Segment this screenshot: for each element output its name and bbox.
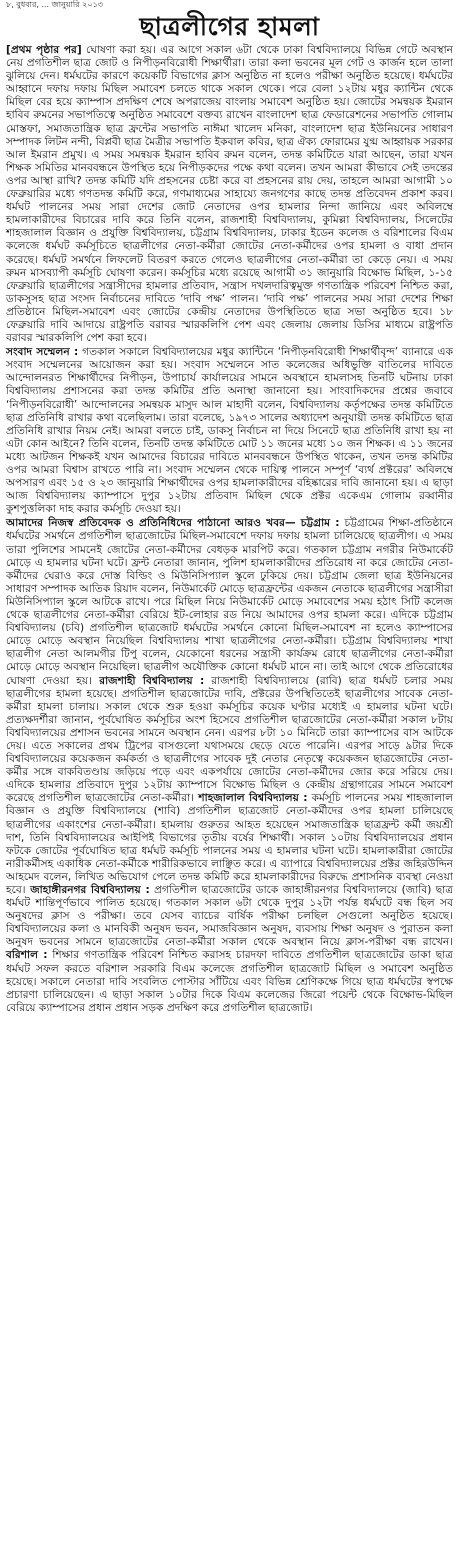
paragraph-text: চট্টগ্রামের শিক্ষা-প্রতিষ্ঠানে ধর্মঘটের সমর্থনে প্রগতিশীল ছাত্রজোটের মিছিল-সমাবেশে দফায় দফায় হামলা চালিয়েছে ছাত্রলীগ। এ সময় তারা পুলিশের সামনেই জোটের নেতা-কর্মীদের বেধড়ক মারপিট করে। গতকাল চট্টগ্রাম নগরীর নিউমার্কেট মোড়ে এ হামলার ঘটনা ঘটে। ফ্রন্ট নেতারা জানান, পুলিশ হামলাকারীদের প্রতিরোধ না করে জোটের নেতা-কর্মীদের ঘেরাও করে দোস্ত বিল্ডিং ও মিউনিসিপ্যাল স্কুলে ঢুকিয়ে দেয়। চট্টগ্রাম জেলা ছাত্র ইউনিয়নের সাধারণ সম্পাদক আতিক রিয়াদ বলেন, নিউমার্কেট মোড়ে ছাত্রফ্রন্টের একজন নেতাকে ছাত্রলীগের সন্ত্রাসীরা মিউনিসিপ্যাল স্কুলে আটকে রাখে। পরে মিছিল নিয়ে নিউমার্কেট মোড়ে সমাবেশের সময় হঠাৎ সিটি কলেজ থেকে ছাত্রলীগের নেতা-কর্মীরা বেরিয়ে ইট-লোহার রড নিয়ে আমাদের ওপর হামলা করে। এদিকে চট্টগ্রাম বিশ্ববিদ্যালয় (চবি) প্রগতিশীল ছাত্রজোট ধর্মঘটের সমর্থনে কোনো মিছিল-সমাবেশ না হলেও ক্যাম্পাসের মোড়ে মোড়ে অবস্থান নিয়েছিল বিশ্ববিদ্যালয় শাখা ছাত্রলীগের নেতা-কর্মীরা। চট্টগ্রাম বিশ্ববিদ্যালয় শাখা ছাত্রলীগ নেতা আলমগীর টিপু বলেন, যেকোনো ধরনের সন্ত্রাসী কার্যক্রম রোধে ছাত্রলীগের নেতা-কর্মীরা মোড়ে মোড়ে অবস্থান নিয়েছিল। ছাত্রলীগ অযৌক্তিক কোনো ধর্মঘট মানে না। তাই আগে থেকে প্রতিরোধের ঘোষণা দেওয়া হয়। xyxy=(6,517,454,687)
paragraph-regional-reports xyxy=(6,517,453,1015)
section-lead: জাহাঙ্গীরনগর বিশ্ববিদ্যালয় : xyxy=(25,884,150,896)
article-body xyxy=(6,44,453,1015)
paragraph-text: কর্মসূচি পালনের সময় শাহজালাল বিজ্ঞান ও প্রযুক্তি বিশ্ববিদ্যালয়ে (শাবি) প্রগতিশীল ছাত্রজোট নেতা-কর্মীদের ওপর হামলা চালিয়েছে ছাত্রলীগের একাংশের নেতা-কর্মীরা। হামলায় গুরুতর আহত হয়েছেন সমাজতান্ত্রিক ছাত্রফ্রন্ট কর্মী জয়শ্রী দাশ, তিনি বিশ্ববিদ্যালয়ের আইপিই বিভাগের তৃতীয় বর্ষের শিক্ষার্থী। সকাল ১০টায় বিশ্ববিদ্যালয়ের প্রধান ফটকে জোটের পূর্বঘোষিত ছাত্র ধর্মঘট কর্মসূচি পালনের সময় এ হামলার ঘটনা ঘটে। হামলাকারীরা জোটের নারীকর্মীসহ একাধিক নেতা-কর্মীকে শারীরিকভাবে লাঞ্ছিত করে। এ ব্যাপারে বিশ্ববিদ্যালয়ের প্রক্টর জহিরউদ্দিন আহমেদ বলেন, লিখিত অভিযোগ পেলে তদন্ত কমিটি করে হামলাকারীদের বিরুদ্ধে প্রশাসনিক ব্যবস্থা নেওয়া হবে। xyxy=(6,792,453,896)
section-lead: সংবাদ সম্মেলন : xyxy=(6,346,79,359)
paragraph-text: রাজশাহী বিশ্ববিদ্যালয়ে (রাবি) ছাত্র ধর্মঘট চলার সময় ছাত্রলীগের হামলা হয়েছে। প্রগতিশীল ছাত্রজোটের দাবি, প্রক্টরের উপস্থিতিতেই ছাত্রলীগের সাবেক নেতা-কর্মীরা হামলা চালায়। সকাল থেকে শুরু হওয়া কর্মসূচির কয়েক ঘণ্টার মধ্যেই এ হামলার ঘটনা ঘটে। প্রত্যক্ষদর্শীরা জানান, পূর্বঘোষিত কর্মসূচির অংশ হিসেবে প্রগতিশীল ছাত্রজোটের নেতা-কর্মীরা সকাল ৮টায় বিশ্ববিদ্যালয়ের প্রশাসন ভবনের সামনে অবস্থান নেন। এরপর ৮টা ১০ মিনিটে তারা ক্যাম্পাসের বাস আটকে দেয়। এতে সকালের প্রথম ট্রিপের বাসগুলো যথাসময়ে ছেড়ে যেতে পারেনি। এরপর সাড়ে ৯টার দিকে বিশ্ববিদ্যালয়ের কয়েকজন কর্মকর্তা ও ছাত্রলীগের সাবেক দুই নেতার নেতৃত্বে কয়েকজন ছাত্রজোটের নেতা-কর্মীর সঙ্গে বাকবিতণ্ডায় জড়িয়ে পড়ে এবং একপর্যায়ে জোটের নেতা-কর্মীদের জোর করে সরিয়ে দেয়। এদিকে হামলার প্রতিবাদে দুপুর ১২টায় ক্যাম্পাসে বিক্ষোভ মিছিল ও কেন্দ্রীয় গ্রন্থাগারের সামনে সমাবেশ করেছে প্রগতিশীল ছাত্রজোটের নেতা-কর্মীরা। xyxy=(6,674,453,805)
paragraph-continuation xyxy=(6,44,453,345)
paragraph-text: ঘোষণা করা হয়। এর আগে সকাল ৬টা থেকে ঢাকা বিশ্ববিদ্যালয়ে বিভিন্ন গেটে অবস্থান নেয় প্রগতিশীল ছাত্র জোট ও নিপীড়নবিরোধী শিক্ষার্থীরা। তারা কলা ভবনের মূল গেট ও কার্জন হলে তালা ঝুলিয়ে দেন। ধর্মঘটের কারণে কয়েকটি বিভাগের ক্লাস অনুষ্ঠিত না হলেও পরীক্ষা অনুষ্ঠিত হয়েছে। ধর্মঘটের আহ্বানে দফায় দফায় মিছিল সমাবেশ চলতে থাকে সকাল থেকে। পরে বেলা ১২টায় মধুর ক্যান্টিন থেকে মিছিল বের হয়ে ক্যাম্পাস প্রদক্ষিণ শেষে অপরাজেয় বাংলায় সমাবেশ অনুষ্ঠিত হয়। জোটের সমন্বয়ক ইমরান হাবিব রুমনের সভাপতিত্বে অনুষ্ঠিত সমাবেশে বক্তব্য রাখেন বাংলাদেশ ছাত্র ফেডারেশনের সভাপতি গোলাম মোস্তফা, সমাজতান্ত্রিক ছাত্র ফ্রন্টের সভাপতি নাঈমা খালেদ মনিকা, বাংলাদেশ ছাত্র ইউনিয়নের সাধারণ সম্পাদক লিটন নন্দী, বিপ্লবী ছাত্র মৈত্রীর সভাপতি ইকবাল কবির, ছাত্র ঐক্য ফোরামের যুগ্ম আহ্বায়ক সরকার আল ইমরান প্রমুখ। এ সময় সমন্বয়ক ইমরান হাবিব রুমন বলেন, তদন্ত কমিটিতে যারা আছেন, তারা যখন শিক্ষক সমিতির মানববন্ধনে উপস্থিত হয়ে নিপীড়কদের পক্ষে কথা বলেন। তখন আমরা কীভাবে সেই তদন্তের ওপর আস্থা রাখি? তদন্ত কমিটি যদি প্রহসনের চেষ্টা করে বা প্রহসনের রায় দেয়, তাহলে আমরা আগামী ১০ ফেব্রুয়ারির মধ্যে গণতদন্ত কমিটি করে, গণমাধ্যমের সাহায্যে জনগণের কাছে তদন্ত প্রতিবেদন প্রকাশ করব। ধর্মঘট পালনের সময় সারা দেশের জোট নেতাদের ওপর হামলার নিন্দা জানিয়ে এবং অবিলম্বে হামলাকারীদের বিচারের দাবি করে তিনি বলেন, রাজশাহী বিশ্ববিদ্যালয়, কুমিল্লা বিশ্ববিদ্যালয়, সিলেটের শাহজালাল বিজ্ঞান ও প্রযুক্তি বিশ্ববিদ্যালয়, চট্টগ্রাম বিশ্ববিদ্যালয়, ঢাকার ইডেন কলেজ ও বরিশালের বিএম কলেজে ধর্মঘট কর্মসূচিতে ছাত্রলীগের নেতা-কর্মীরা জোটের নেতা-কর্মীদের ওপর হামলা ও বাধা প্রদান করেছে। ধর্মঘট সমর্থনে লিফলেট বিতরণ করতে গেলেও ছাত্রলীগের নেতা-কর্মীরা তা কেড়ে নেয়। এ সময় রুমন মাসব্যাপী কর্মসূচি ঘোষণা করেন। কর্মসূচির মধ্যে রয়েছে আগামী ৩১ জানুয়ারি বিক্ষোভ মিছিল, ১-১৫ ফেব্রুয়ারি ছাত্রলীগের সন্ত্রাসীদের হামলার প্রতিবাদ, সন্ত্রাস দখলদারিত্বমুক্ত গণতান্ত্রিক পরিবেশ নিশ্চিত করা, ডাকসুসহ ছাত্র সংসদ নির্বাচনের দাবিতে ‘দাবি পক্ষ’ পালন। ‘দাবি পক্ষ’ পালনের সময় সারা দেশের শিক্ষা প্রতিষ্ঠানে মিছিল-সমাবেশ এবং জোটের কেন্দ্রীয় নেতাদের উপস্থিতিতে ছাত্র সভা অনুষ্ঠিত হবে। ১৮ ফেব্রুয়ারি দাবি আদায়ে রাষ্ট্রপতি বরাবর স্মারকলিপি পেশ এবং জেলায় জেলায় ডিসির মাধ্যমে রাষ্ট্রপতি বরাবর স্মারকলিপি পেশ করা হবে। xyxy=(6,44,453,345)
continued-tag: [প্রথম পৃষ্ঠার পর] xyxy=(6,44,82,56)
paragraph-text: প্রগতিশীল ছাত্রজোটের ডাকে জাহাঙ্গীরনগর বিশ্ববিদ্যালয়ে (জাবি) ছাত্র ধর্মঘট শান্তিপূর্ণভাবে পালিত হয়েছে। গতকাল সকাল ৬টা থেকে দুপুর ১২টা পর্যন্ত ধর্মঘটে বন্ধ ছিল সব অনুষদের ক্লাস ও পরীক্ষা। তবে যেসব ব্যাচের বার্ষিক পরীক্ষা চলছিল সেগুলো অনুষ্ঠিত হয়েছে। বিশ্ববিদ্যালয়ের কলা ও মানবিকী অনুষদ ভবন, সমাজবিজ্ঞান অনুষদ, ব্যবসায় শিক্ষা অনুষদ ও পুরাতন কলা অনুষদ ভবনের সামনে ছাত্রজোটের নেতা-কর্মীরা সকাল থেকে অবস্থান নিয়ে ক্লাস-পরীক্ষা বন্ধ রাখেন। xyxy=(6,884,453,949)
page-header-strip: ৮, বুধবার, ... জানুয়ারি ২০১৩ xyxy=(6,0,103,9)
article-headline: ছাত্রলীগের হামলা xyxy=(139,12,320,41)
section-lead: রাজশাহী বিশ্ববিদ্যালয় : xyxy=(91,674,205,687)
section-lead: শাহজালাল বিশ্ববিদ্যালয় : xyxy=(193,792,308,805)
section-lead: আমাদের নিজস্ব প্রতিবেদক ও প্রতিনিধিদের পাঠানো আরও খবর— চট্টগ্রাম : xyxy=(6,517,340,530)
section-lead: বরিশাল : xyxy=(6,949,48,962)
paragraph-press-conference xyxy=(6,346,453,516)
paragraph-text: গতকাল সকালে বিশ্ববিদ্যালয়ের মধুর ক্যান্টিনে ‘নিপীড়নবিরোধী শিক্ষার্থীবৃন্দ’ ব্যানারে এক সংবাদ সম্মেলনের আয়োজন করা হয়। সংবাদ সম্মেলনে সাত কলেজের অধিভুক্তি বাতিলের দাবিতে আন্দোলনরত শিক্ষার্থীদের নিপীড়ন, উপাচার্য কার্যালয়ের সামনে অবস্থানে হামলাসহ তিনটি ঘটনায় ঢাকা বিশ্ববিদ্যালয় প্রশাসনের করা তদন্ত কমিটির প্রতি অনাস্থা জানানো হয়। সাংবাদিকদের প্রশ্নের জবাবে ‘নিপীড়নবিরোধী’ আন্দোলনের সমন্বয়ক মাসুদ আল মাহাদী বলেন, বিশ্ববিদ্যালয় কর্তৃপক্ষের তদন্ত কমিটিতে ছাত্র প্রতিনিধি রাখার কথা বলেছিলাম। তারা বলেছে, ১৯৭৩ সালের অধ্যাদেশ অনুযায়ী তদন্ত কমিটিতে ছাত্র প্রতিনিধি রাখার নিয়ম নেই। আমরা বলতে চাই, ডাকসু নির্বাচন না দিয়ে সিনেটে ছাত্র প্রতিনিধি রাখা হয় না এটা কোন আইনে? তিনি বলেন, তিনটি তদন্ত কমিটিতে মোট ১১ জনের মধ্যে ১০ জন শিক্ষক। এ ১১ জনের মধ্যে আটজন শিক্ষকই যখন আমাদের বিচারের দাবিতে মানববন্ধনে উপস্থিত থাকেন, তখন তদন্ত কমিটির ওপর আমরা বিশ্বাস রাখতে পারি না। সংবাদ সম্মেলন থেকে দায়িত্ব পালনে সম্পূর্ণ ‘ব্যর্থ প্রক্টরের’ অবিলম্বে অপসারণ এবং ১৫ ও ২৩ জানুয়ারি শিক্ষার্থীদের ওপর হামলাকারীদের বহিষ্কারের দাবি জানানো হয়। এ ছাড়া আজ বিশ্ববিদ্যালয় ক্যাম্পাসে দুপুর ১২টায় প্রতিবাদ মিছিল থেকে প্রক্টর একেএম গোলাম রব্বানীর কুশপুত্তলিকা দাহ করার কর্মসূচি দেওয়া হয়। xyxy=(6,346,453,516)
paragraph-text: শিক্ষার গণতান্ত্রিক পরিবেশ নিশ্চিত করাসহ চারদফা দাবিতে প্রগতিশীল ছাত্রজোটের ডাকা ছাত্র ধর্মঘট সফল করতে বরিশাল সরকারি বিএম কলেজে প্রগতিশীল ছাত্রজোট মিছিল ও সমাবেশ অনুষ্ঠিত হয়েছে। সকালে নেতারা দাবি সংবলিত পোস্টার সাঁটিয়ে এবং বিভিন্ন শ্রেণিকক্ষে গিয়ে ছাত্র ধর্মঘটের স্বপক্ষে প্রচারণা চালিয়েছেন। এ ছাড়া সকাল ১০টার দিকে বিএম কলেজের জিরো পয়েন্ট থেকে বিক্ষোভ-মিছিল বেরিয়ে ক্যাম্পাসের প্রধান প্রধান সড়ক প্রদক্ষিণ করে প্রগতিশীল ছাত্রজোট। xyxy=(6,949,453,1014)
